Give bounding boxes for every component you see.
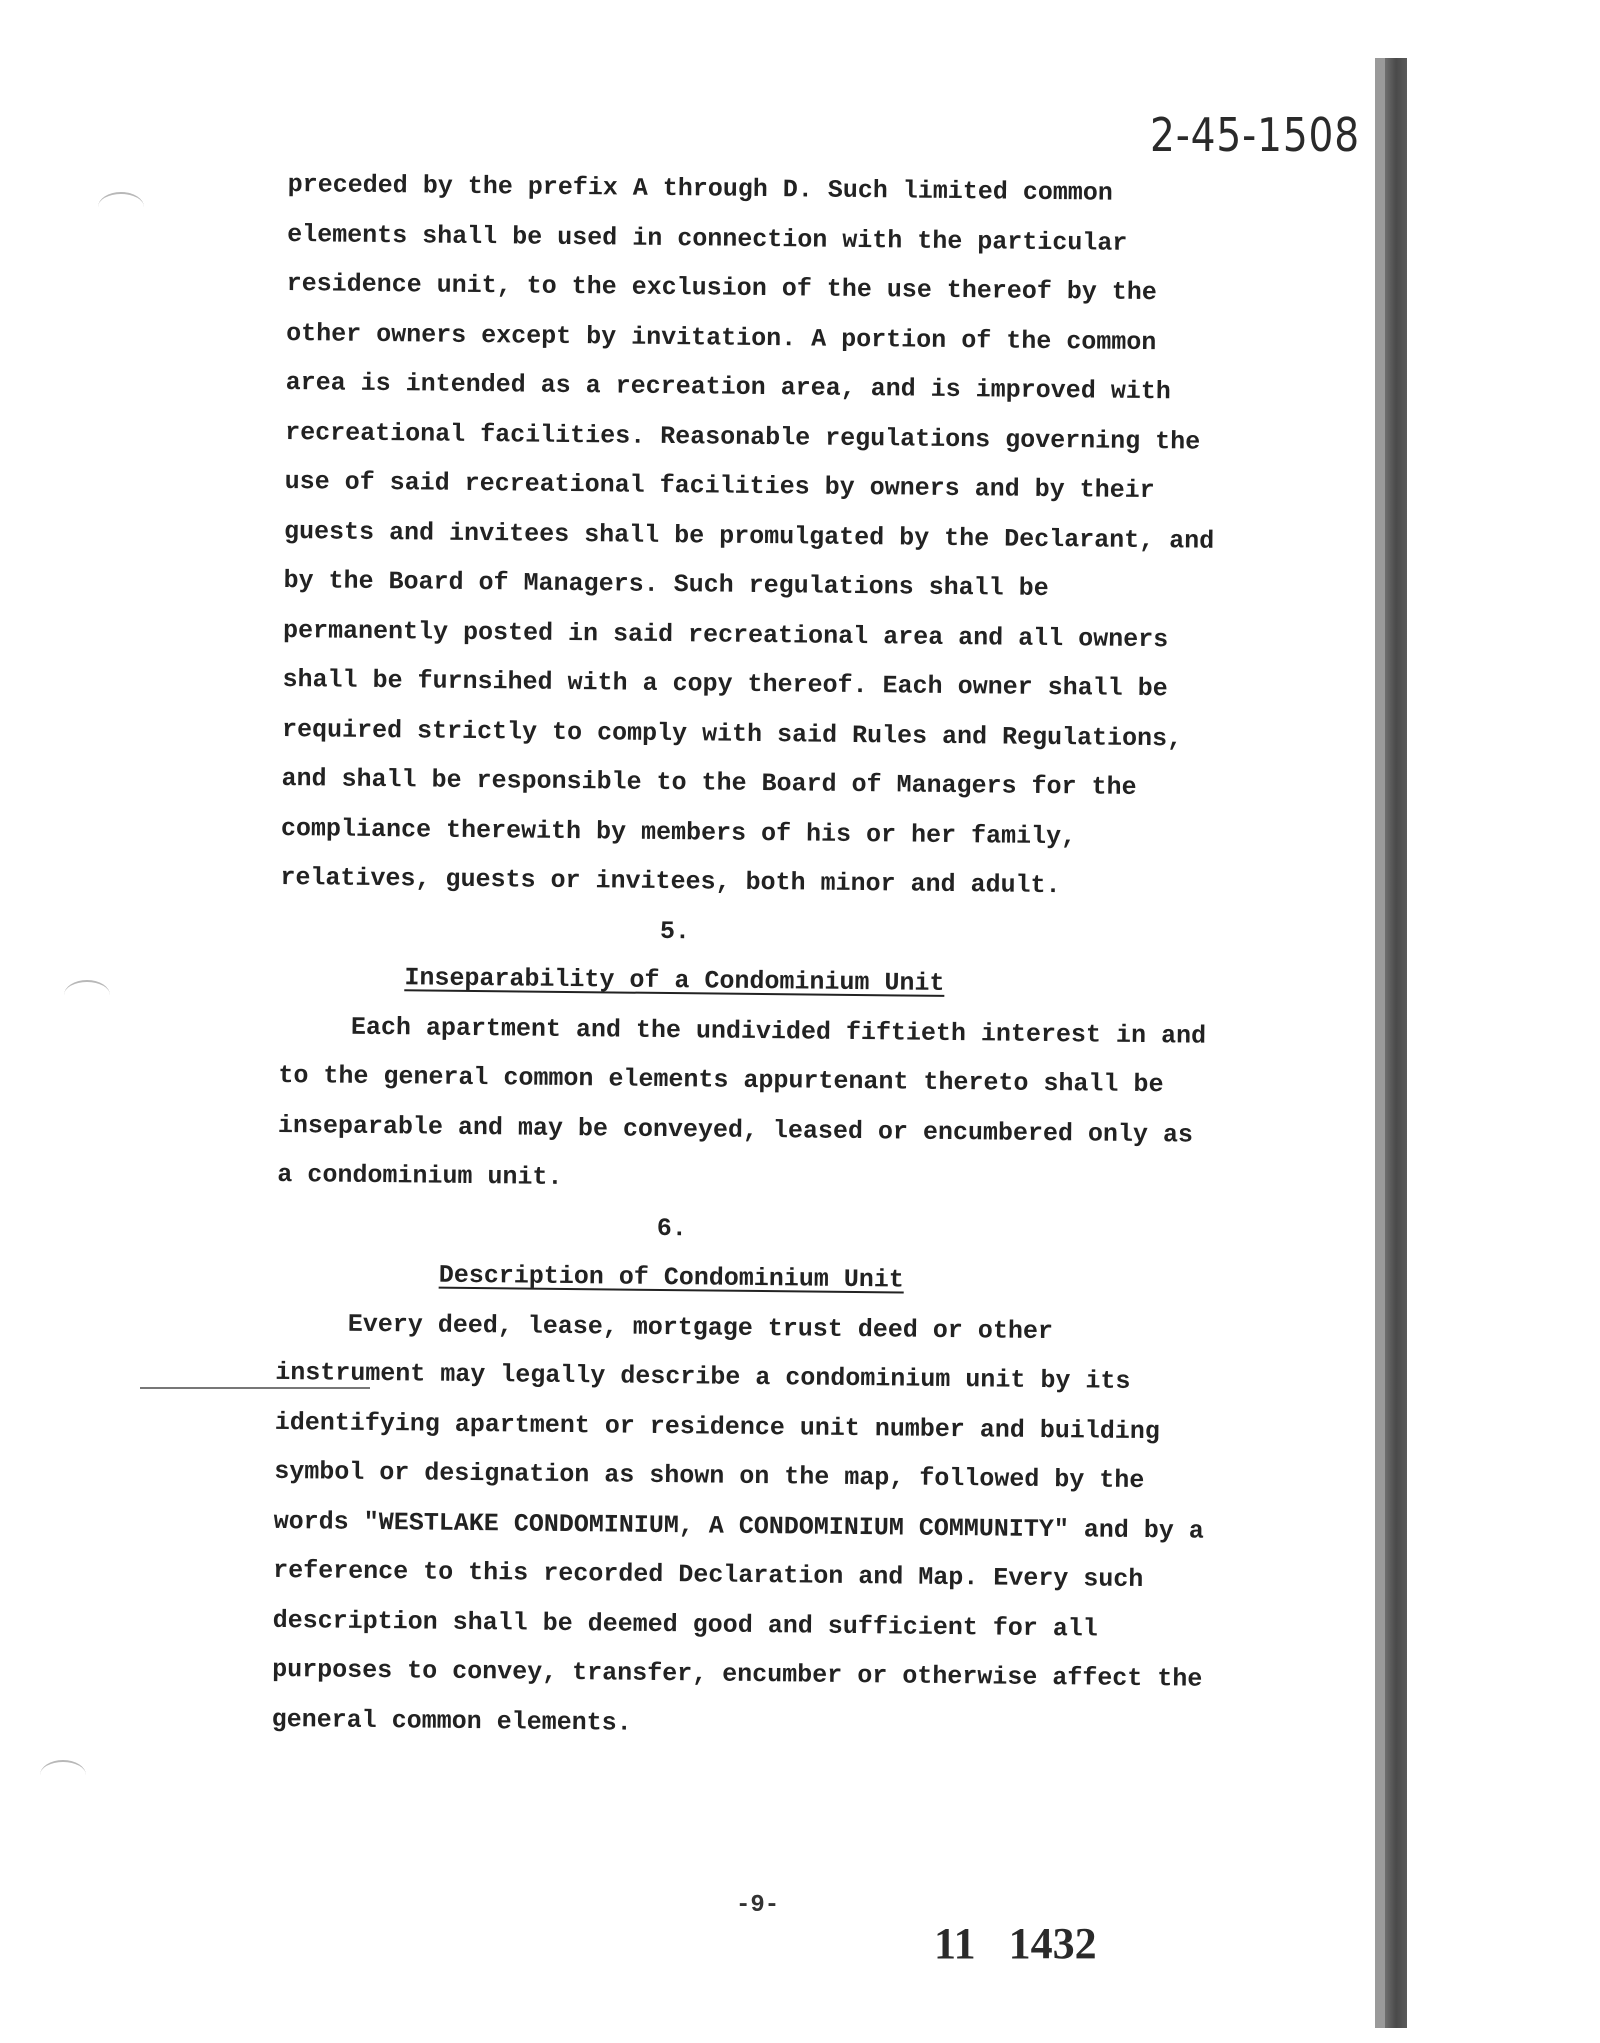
handwritten-reference-number: 2-45-1508: [1150, 108, 1361, 162]
section-5-text: Each apartment and the undivided fiftieth interest in and to the general common elements appurtenant thereto shall be inseparable and may be conveyed, leased or encumbered only as a condominium unit.: [277, 1012, 1207, 1192]
scan-edge-shadow: [1375, 58, 1385, 2028]
punch-hole-mark: [98, 192, 144, 222]
section-5-heading: [279, 952, 1219, 1011]
paragraph-common-elements: preceded by the prefix A through D. Such limited common elements shall be used in connection with the particular residence unit, to the exclusion of the use thereof by the other owners except by invitation. A portion of the common area is intended as a recreation area, and is improved with recreational facilities. Reasonable regulations governing the use of said recreational facilities by owners and by their guests and invitees shall be promulgated by the Declarant, and by the Board of Managers. Such regulations shall be permanently posted in said recreational area and all owners shall be furnsihed with a copy thereof. Each owner shall be required strictly to comply with said Rules and Regulations, and shall be responsible to the Board of Managers for the compliance therewith by members of his or her family, relatives, guests or invitees, both minor and adult.: [280, 169, 1215, 901]
punch-hole-mark: [40, 1760, 86, 1790]
section-6-number: 6.: [656, 1213, 687, 1243]
page-number: -9-: [736, 1892, 780, 1919]
scan-edge-bar: [1385, 58, 1407, 2028]
section-5-title: Inseparability of a Condominium Unit: [404, 963, 945, 998]
section-6-title: Description of Condominium Unit: [438, 1260, 904, 1295]
punch-hole-mark: [64, 980, 110, 1010]
section-6-text: Every deed, lease, mortgage trust deed or other instrument may legally describe a condominium unit by its identifying apartment or residence unit number and building symbol or designation as shown on the map, followed by the words "WESTLAKE CONDOMINIUM, A CONDOMINIUM COMMUNITY" and by a reference to this recorded Declaration and Map. Every such description shall be deemed good and sufficient for all purposes to convey, transfer, encumber or otherwise affect the general common elements.: [271, 1309, 1205, 1738]
document-body: [271, 160, 1228, 1754]
section-5-number: 5.: [659, 916, 691, 946]
book-page-stamp: 11 1432: [934, 1919, 1097, 1968]
